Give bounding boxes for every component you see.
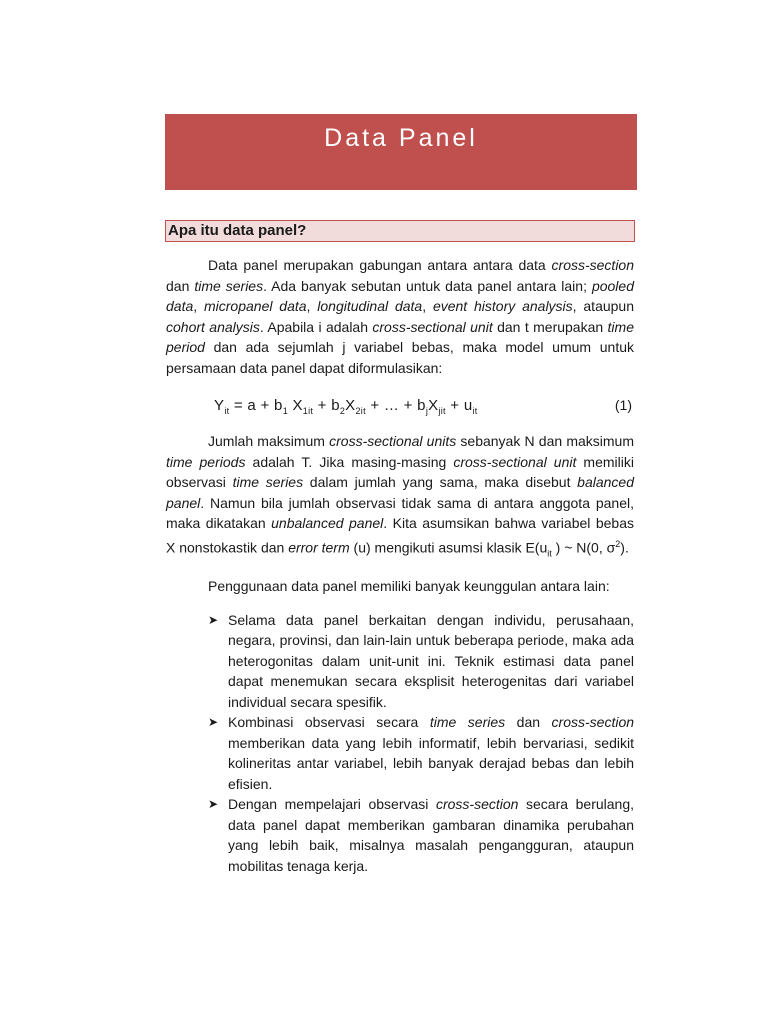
equation-number: (1) [614, 397, 632, 413]
arrowhead-bullet-icon: ➤ [208, 612, 219, 627]
list-item: ➤ Dengan mempelajari observasi cross-section secara berulang, data panel dapat memberikan gambaran dinamika perubahan yang lebih baik, misalnya masalah pengangguran, ataupun mobilitas tenaga kerja. [208, 796, 635, 874]
page-title: Data Panel [324, 123, 478, 152]
title-banner [165, 114, 637, 190]
arrowhead-bullet-icon: ➤ [208, 715, 219, 730]
equation-row [166, 395, 634, 415]
list-item: ➤ Selama data panel berkaitan dengan individu, perusahaan, negara, provinsi, dan lain-lain untuk beberapa periode, maka ada heterogonitas dalam unit-unit ini. Teknik estimasi data panel dapat menemukan secara eksplisit heterogenitas dari variabel individual secara spesifik. [208, 611, 634, 710]
advantages-list [166, 610, 634, 877]
equation: $Y_{it} = a + b_1$ $X_{1it} + b_2X_{2it}$ + … + $b_jX_{jit} + u_{it}$ [214, 397, 478, 416]
document-body [166, 255, 634, 876]
paragraph-intro: Data panel merupakan gabungan antara antara data cross-section dan time series. Ada banyak sebutan untuk data panel antara lain; pooled data, micropanel data, longitudinal data, event history analysis, ataupun cohort analysis. Apabila i adalah cross-sectional unit dan t merupakan time period dan ada sejumlah j variabel bebas, maka model umum untuk persamaan data panel dapat diformulasikan: [166, 257, 635, 376]
section-heading: Apa itu data panel? [165, 220, 635, 242]
list-item: ➤ Kombinasi observasi secara time series dan cross-section memberikan data yang lebih informatif, lebih bervariasi, sedikit kolineritas antar variabel, lebih banyak derajad bebas dan lebih efisien. [208, 714, 635, 792]
arrowhead-bullet-icon: ➤ [208, 797, 219, 812]
paragraph-advantages-intro: Penggunaan data panel memiliki banyak keunggulan antara lain: [208, 578, 610, 595]
paragraph-panel-definition: Jumlah maksimum cross-sectional units sebanyak N dan maksimum time periods adalah T. Jika masing-masing cross-sectional unit memiliki observasi time series dalam jumlah yang sama, maka disebut balanced panel. Namun bila jumlah observasi tidak sama di antara anggota panel, maka dikatakan unbalanced panel. Kita asumsikan bahwa variabel bebas X nonstokastik dan error term (u) mengikuti asumsi klasik $E(u_{it}$ ) ~ N(0, $\sigma^2$). [166, 433, 635, 558]
